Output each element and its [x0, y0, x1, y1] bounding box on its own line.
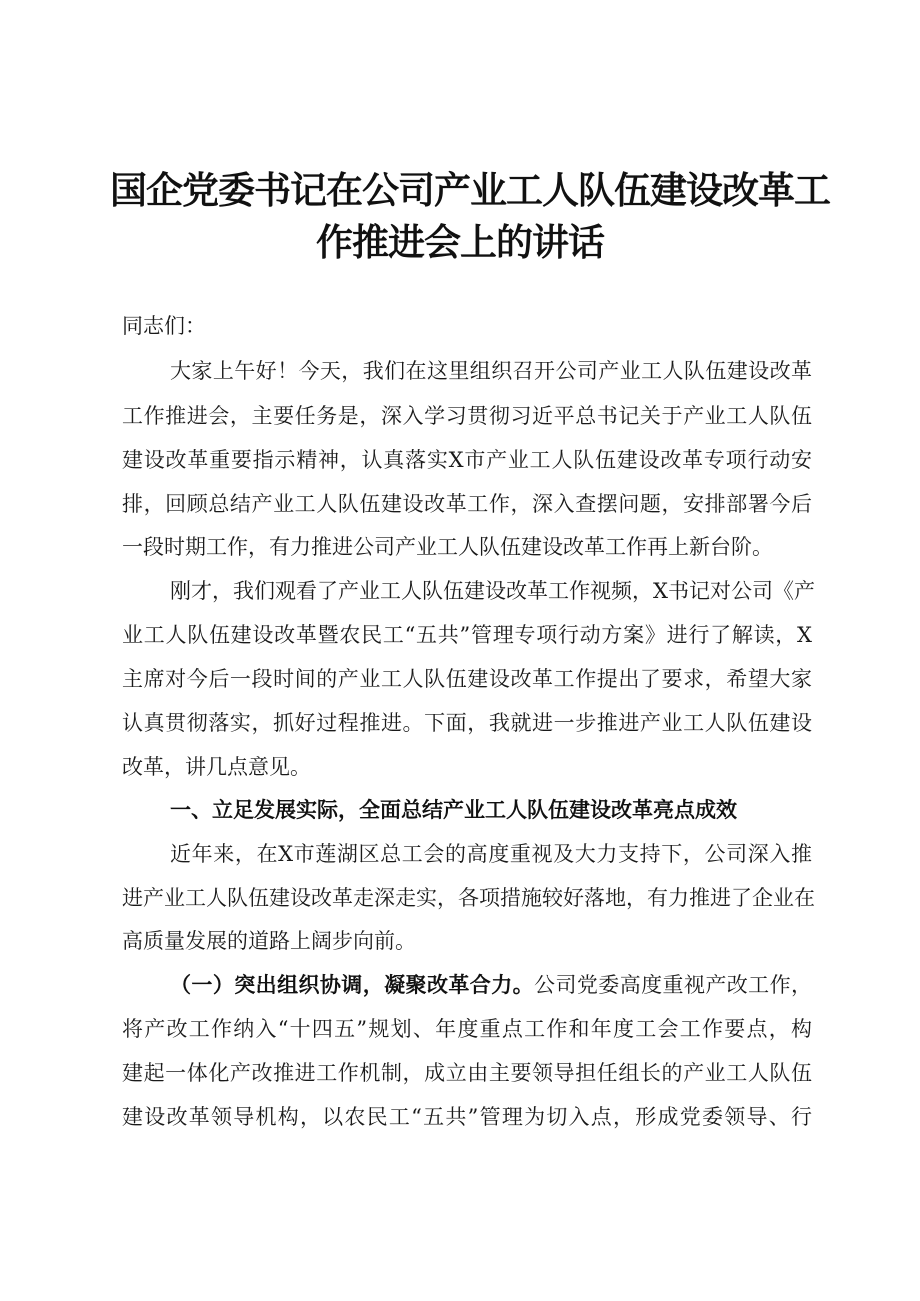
- paragraph-3-line: 进产业工人队伍建设改革走深走实，各项措施较好落地，有力推进了企业在: [122, 886, 815, 910]
- paragraph-3-line: 近年来，在X市莲湖区总工会的高度重视及大力支持下，公司深入推: [170, 842, 812, 866]
- paragraph-4-line: 建起一体化产改推进工作机制，成立由主要领导担任组长的产业工人队伍: [122, 1061, 812, 1085]
- paragraph-3-line: 高质量发展的道路上阔步向前。: [122, 929, 416, 953]
- paragraph-2-line: 改革，讲几点意见。: [122, 755, 311, 779]
- paragraph-1-line: 大家上午好！今天，我们在这里组织召开公司产业工人队伍建设改革: [170, 359, 812, 383]
- paragraph-4-line: 建设改革领导机构，以农民工“五共”管理为切入点，形成党委领导、行: [122, 1105, 812, 1129]
- salutation: 同志们：: [122, 314, 206, 338]
- paragraph-2-line: 主席对今后一段时间的产业工人队伍建设改革工作提出了要求，希望大家: [122, 667, 812, 691]
- sub-heading-1: （一）突出组织协调，凝聚改革合力。: [170, 973, 535, 997]
- paragraph-1-line: 排，回顾总结产业工人队伍建设改革工作，深入查摆问题，安排部署今后: [122, 492, 812, 516]
- paragraph-1-line: 建设改革重要指示精神，认真落实X市产业工人队伍建设改革专项行动安: [122, 448, 812, 472]
- paragraph-1-line: 工作推进会，主要任务是，深入学习贯彻习近平总书记关于产业工人队伍: [122, 404, 812, 428]
- document-title-line-2: 作推进会上的讲话: [316, 221, 604, 264]
- paragraph-2-line: 业工人队伍建设改革暨农民工“五共”管理专项行动方案》进行了解读，X: [122, 623, 812, 647]
- paragraph-4-lead-rest: 公司党委高度重视产改工作，: [534, 973, 813, 997]
- document-title-line-1: 国企党委书记在公司产业工人队伍建设改革工: [110, 169, 830, 212]
- paragraph-2-line: 认真贯彻落实，抓好过程推进。下面，我就进一步推进产业工人队伍建设: [122, 711, 812, 735]
- section-heading-1: 一、立足发展实际，全面总结产业工人队伍建设改革亮点成效: [170, 798, 737, 822]
- paragraph-2-line: 刚才，我们观看了产业工人队伍建设改革工作视频，X书记对公司《产: [170, 579, 815, 603]
- paragraph-4-line: [170, 969, 812, 999]
- paragraph-4-line: 将产改工作纳入“十四五”规划、年度重点工作和年度工会工作要点，构: [122, 1017, 812, 1041]
- paragraph-1-line: 一段时期工作，有力推进公司产业工人队伍建设改革工作再上新台阶。: [122, 535, 773, 559]
